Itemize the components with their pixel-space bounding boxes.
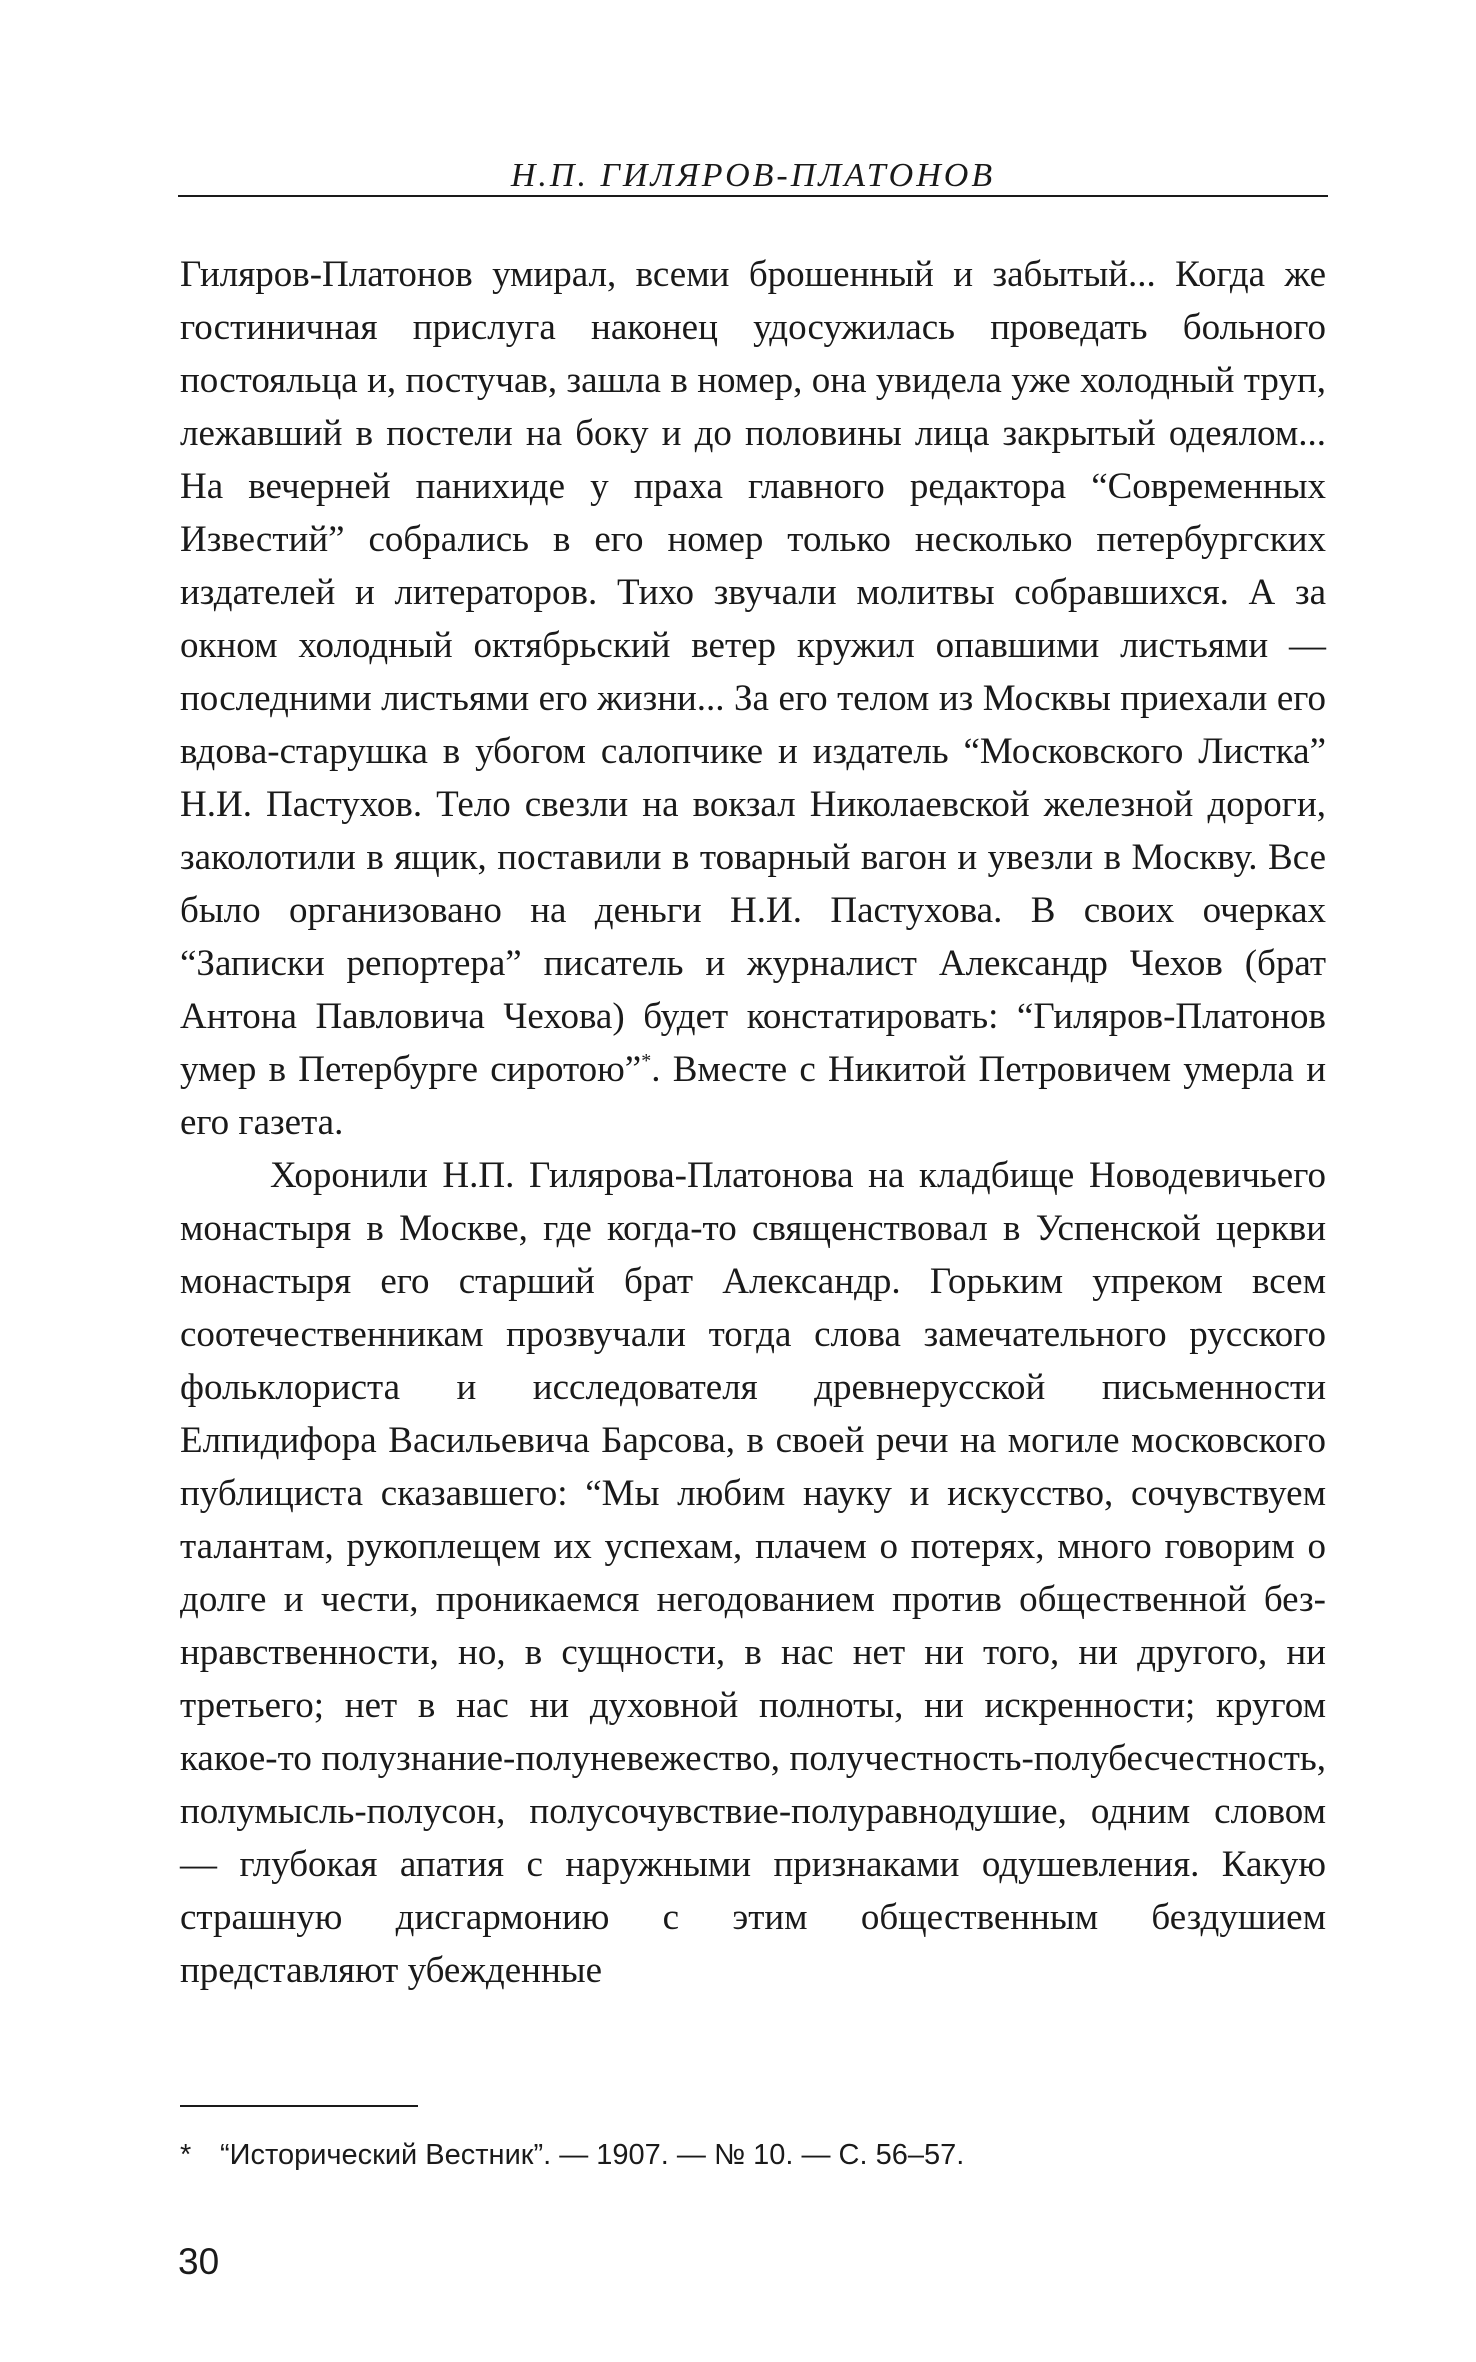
paragraph-1 [180, 248, 1326, 1149]
footnote [180, 2137, 964, 2173]
paragraph-2: Хоронили Н.П. Гилярова-Платонова на кладбище Новодевичьего монастыря в Москве, где когда-то священствовал в Успенской церкви монастыря его старший брат Александр. Горьким упреком всем соотечественникам прозвучали тогда слова замечательного русского фольклориста и исследователя древнерусской письменности Елпидифора Васильевича Барсова, в своей речи на могиле московского публициста сказавшего: “Мы любим науку и искусство, сочувствуем талантам, рукоплещем их успехам, плачем о потерях, много говорим о долге и чести, проникаемся негодованием против общественной безнравственности, но, в сущности, в нас нет ни того, ни другого, ни третьего; нет в нас ни духовной полноты, ни искренности; кругом какое-то полузнание-полуневежество, получестность-полубесчестность, полумысль-полусон, полусочувствие-полуравнодушие, одним словом — глубокая апатия с наружными признаками одушевления. Какую страшную дисгармонию с этим общественным бездушием представляют убежденные [180, 1155, 1326, 1991]
footnote-rule [180, 2105, 418, 2107]
header-rule [178, 195, 1328, 197]
paragraph-1-ending: . Вместе с Никитой Петровичем умерла и его газета. [180, 1049, 1326, 1143]
main-text [180, 248, 1326, 1997]
footnote-reference-mark: * [641, 1050, 652, 1072]
page-number: 30 [178, 2241, 220, 2282]
paragraph-1-text: Гиляров-Платонов умирал, всеми брошенный и забытый... Когда же гостиничная прислуга наконец удосужилась проведать больного постояльца и, постучав, зашла в номер, она увидела уже холодный труп, лежавший в постели на боку и до половины лица закрытый одеялом... На вечерней панихиде у праха главного редактора “Современных Известий” собрались в его номер только несколько петербургских издателей и литераторов. Тихо звучали молитвы собравшихся. А за окном холодный октябрьский ветер кружил опавшими листьями — последними листьями его жизни... За его телом из Москвы приехали его вдова-старушка в убогом салопчике и издатель “Московского Листка” Н.И. Пастухов. Тело свезли на вокзал Николаевской железной дороги, заколотили в ящик, поставили в товарный вагон и увезли в Москву. Все было организовано на деньги Н.И. Пастухова. В своих очерках “Записки репортера” писатель и журналист Александр Чехов (брат Антона Павловича Чехова) будет констатировать: “Гиляров-Платонов умер в Петербурге сиротою” [180, 254, 1326, 1090]
running-title: Н.П. ГИЛЯРОВ-ПЛАТОНОВ [510, 157, 996, 194]
footnote-marker: * [180, 2139, 192, 2171]
footnote-text: “Исторический Вестник”. — 1907. — № 10. — С. 56–57. [220, 2139, 965, 2171]
